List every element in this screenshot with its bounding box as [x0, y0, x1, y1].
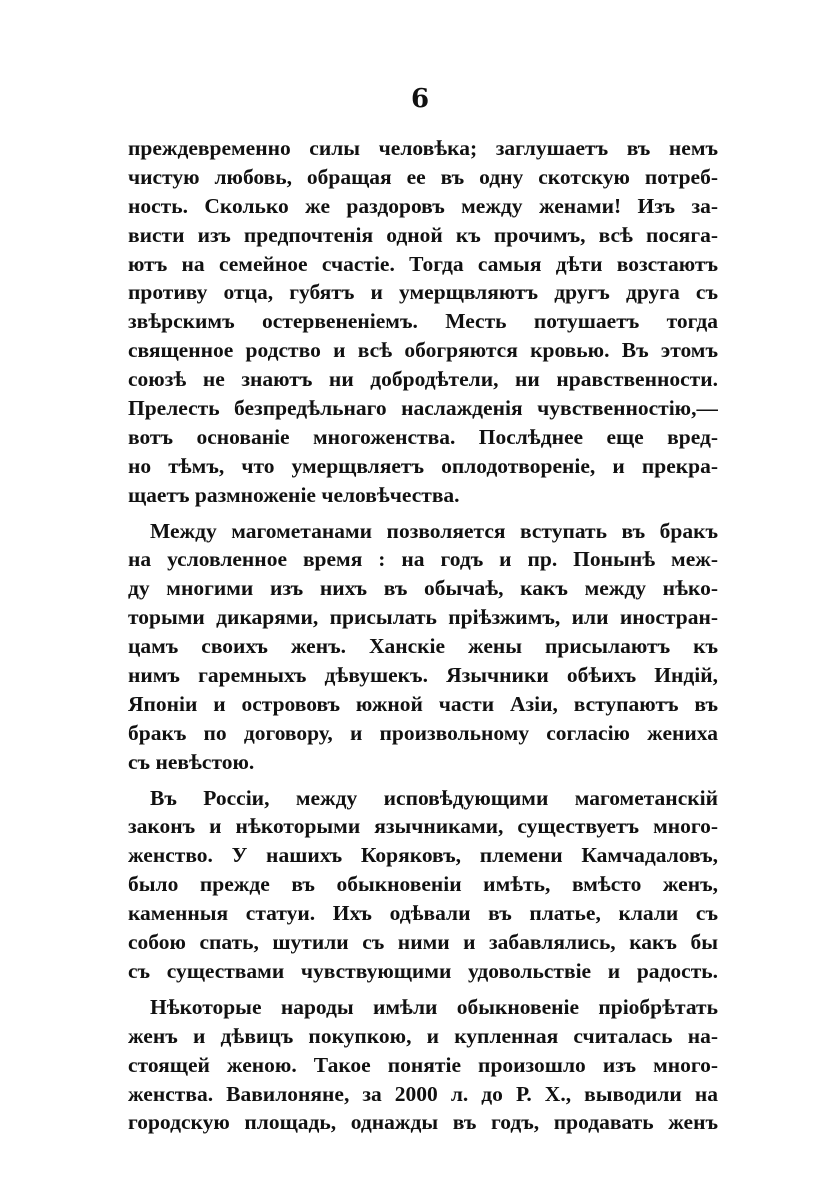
text-line: женъ и дѣвицъ покупкою, и купленная считалась на- — [128, 1023, 718, 1048]
text-line: торыми дикарями, присылать пріѣзжимъ, или иностран- — [128, 605, 718, 630]
text-line: на условленное время : на годъ и пр. Понынѣ меж- — [128, 547, 718, 572]
text-line: женство. У нашихъ Коряковъ, племени Камчадаловъ, — [128, 843, 718, 868]
text-line: чистую любовь, обращая ее въ одну скотскую потреб- — [128, 164, 718, 189]
text-line: вотъ основаніе многоженства. Послѣднее еще вред- — [128, 424, 718, 449]
text-line: съ невѣстою. — [128, 749, 255, 774]
text-line: священное родство и всѣ обогряются кровью. Въ этомъ — [128, 338, 718, 363]
page-number: 6 — [410, 84, 430, 114]
paragraph-1 — [128, 134, 718, 510]
paragraph-2 — [128, 517, 718, 777]
text-line: ютъ на семейное счастіе. Тогда самыя дѣти возстаютъ — [128, 251, 718, 276]
body-text — [128, 134, 718, 1137]
text-line: Между магометанами позволяется вступать въ бракъ — [150, 518, 718, 543]
paragraph-4 — [128, 993, 718, 1137]
text-line: законъ и нѣкоторыми язычниками, существуетъ много- — [128, 814, 718, 839]
text-line: ду многими изъ нихъ въ обычаѣ, какъ между нѣко- — [128, 576, 718, 601]
text-line: стоящей женою. Такое понятіе произошло изъ много- — [128, 1052, 718, 1077]
text-line: ность. Сколько же раздоровъ между женами! Изъ за- — [128, 193, 718, 218]
text-line: щаетъ размноженіе человѣчества. — [128, 482, 460, 507]
text-line: висти изъ предпочтенія одной къ прочимъ, всѣ посяга- — [128, 222, 718, 247]
text-line: Нѣкоторые народы имѣли обыкновеніе пріобрѣтать — [150, 994, 718, 1019]
text-line: Въ Россіи, между исповѣдующими магометанскій — [150, 785, 718, 810]
text-line: Прелесть безпредѣльнаго наслажденія чувственностію,— — [128, 396, 718, 421]
text-line: но тѣмъ, что умерщвляетъ оплодотвореніе, и прекра- — [128, 453, 718, 478]
text-line: нимъ гаремныхъ дѣвушекъ. Язычники обѣихъ Индій, — [128, 663, 718, 688]
text-line: съ существами чувствующими удовольствіе и радость. — [128, 958, 718, 983]
text-line: собою спать, шутили съ ними и забавлялись, какъ бы — [128, 930, 718, 955]
text-line: каменныя статуи. Ихъ одѣвали въ платье, клали съ — [128, 901, 718, 926]
text-line: противу отца, губятъ и умерщвляютъ другъ друга съ — [128, 280, 718, 305]
text-line: женства. Вавилоняне, за 2000 л. до Р. Х., выводили на — [128, 1081, 718, 1106]
text-line: было прежде въ обыкновеніи имѣть, вмѣсто женъ, — [128, 872, 718, 897]
text-line: звѣрскимъ остервененіемъ. Месть потушаетъ тогда — [128, 309, 718, 334]
text-line: Японіи и острововъ южной части Азіи, вступаютъ въ — [128, 691, 718, 716]
text-line: преждевременно силы человѣка; заглушаетъ въ немъ — [128, 136, 718, 160]
text-line: городскую площадь, однажды въ годъ, продавать женъ — [128, 1110, 718, 1135]
text-line: цамъ своихъ женъ. Ханскіе жены присылаютъ къ — [128, 634, 718, 659]
text-line: союзѣ не знаютъ ни добродѣтели, ни нравственности. — [128, 367, 718, 392]
paragraph-3 — [128, 784, 718, 986]
text-line: бракъ по договору, и произвольному согласію жениха — [128, 720, 718, 745]
